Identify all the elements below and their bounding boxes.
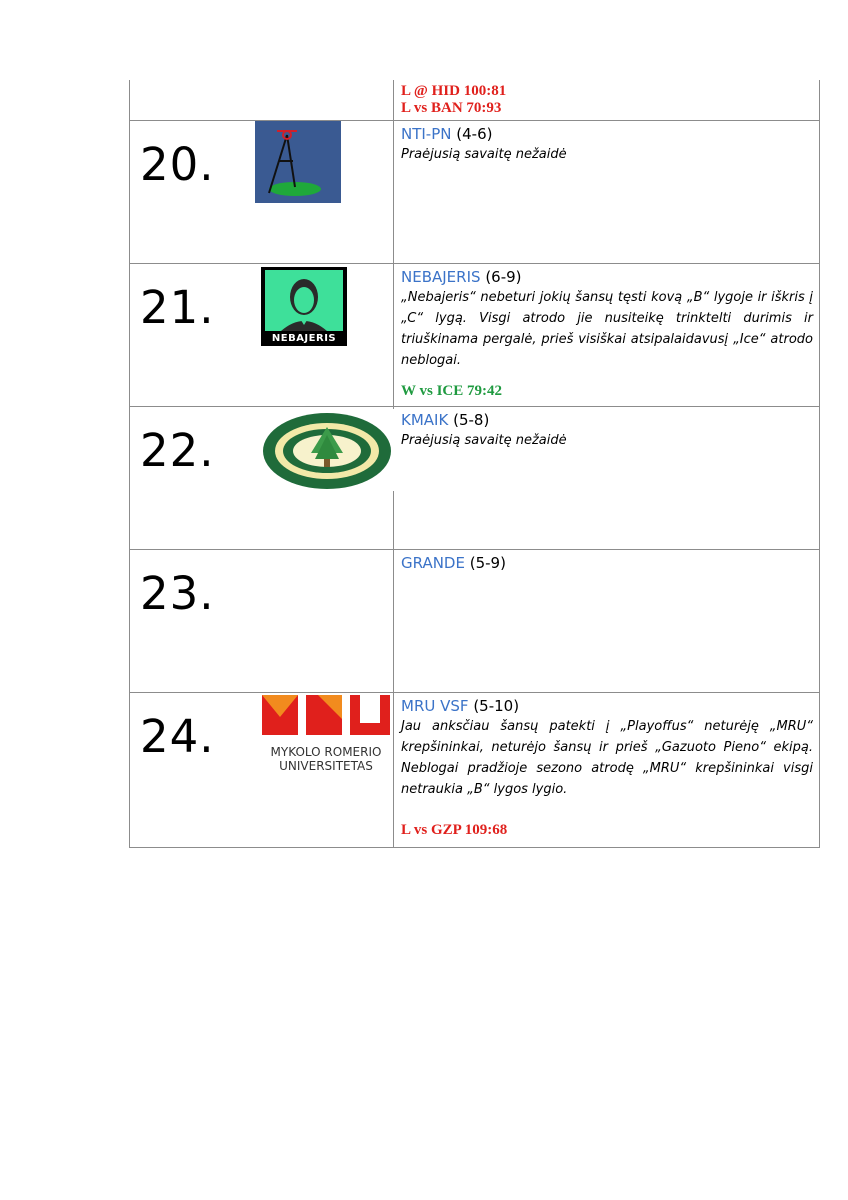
team-record: (5-8) (453, 411, 490, 429)
team-name: NTI-PN (401, 125, 452, 143)
rank-number: 20. (140, 138, 215, 191)
info-cell (394, 121, 819, 263)
info-cell (394, 407, 819, 549)
rank-cell (130, 264, 394, 406)
team-heading (401, 697, 813, 716)
team-description: „Nebajeris“ nebeturi jokių šansų tęsti kovą „B“ lygoje ir iškris į „C“ lygą. Visgi atrodo jie nusiteikę trinktelti durimis ir triuškinama pergalė, prieš visiškai atsipalaidavusį „Ice“ atrodo neblogai. (401, 290, 813, 368)
rank-number: 21. (140, 281, 215, 334)
rank-cell (130, 550, 394, 692)
result-text: L vs GZP 109:68 (401, 822, 508, 838)
info-cell (394, 693, 819, 847)
nebajeris-logo (261, 267, 347, 346)
table-row-20 (130, 121, 819, 264)
rank-number: 22. (140, 424, 215, 477)
info-cell (394, 550, 819, 692)
ranking-table (129, 80, 820, 848)
team-record: (5-10) (473, 697, 520, 715)
mru-mark-icon (260, 695, 392, 735)
table-row-21 (130, 264, 819, 407)
team-heading (401, 125, 813, 144)
team-record: (4-6) (456, 125, 493, 143)
logo-caption: NEBAJERIS (271, 333, 337, 344)
mru-logo (260, 695, 392, 773)
rank-cell (130, 693, 394, 847)
result-text: L vs BAN 70:93 (401, 100, 502, 116)
table-row-24 (130, 693, 819, 848)
info-cell (394, 80, 819, 120)
rank-cell (130, 407, 394, 549)
team-description: Jau anksčiau šansų patekti į „Playoffus“ neturėję „MRU“ krepšininkai, neturėjo šansų ir prieš „Gazuoto Pieno“ ekipą. Neblogai pradžioje sezono atrodę „MRU“ krepšininkai visgi netraukia „B“ lygos lygio. (401, 719, 813, 797)
team-description: Praėjusią savaitę nežaidė (401, 147, 567, 162)
team-description: Praėjusią savaitę nežaidė (401, 433, 567, 448)
team-name: KMAIK (401, 411, 449, 429)
team-heading (401, 268, 813, 287)
team-name: MRU VSF (401, 697, 469, 715)
rank-cell (130, 121, 394, 263)
logo-line-1: MYKOLO ROMERIO (270, 745, 382, 759)
nti-pn-logo (255, 121, 341, 203)
team-record: (6-9) (485, 268, 522, 286)
face-icon (261, 267, 347, 333)
team-name: NEBAJERIS (401, 268, 481, 286)
info-cell (394, 264, 819, 406)
table-row-19 (130, 80, 819, 121)
team-heading (401, 554, 813, 573)
table-row-22 (130, 407, 819, 550)
rank-number: 23. (140, 567, 215, 620)
result-text: W vs ICE 79:42 (401, 383, 502, 399)
team-name: GRANDE (401, 554, 465, 572)
result-text: L @ HID 100:81 (401, 83, 507, 99)
team-record: (5-9) (469, 554, 506, 572)
table-row-23 (130, 550, 819, 693)
kmaik-logo (261, 409, 394, 491)
logo-line-2: UNIVERSITETAS (279, 759, 373, 773)
rank-number: 24. (140, 710, 215, 763)
team-heading (401, 411, 813, 430)
rank-cell (130, 80, 394, 120)
